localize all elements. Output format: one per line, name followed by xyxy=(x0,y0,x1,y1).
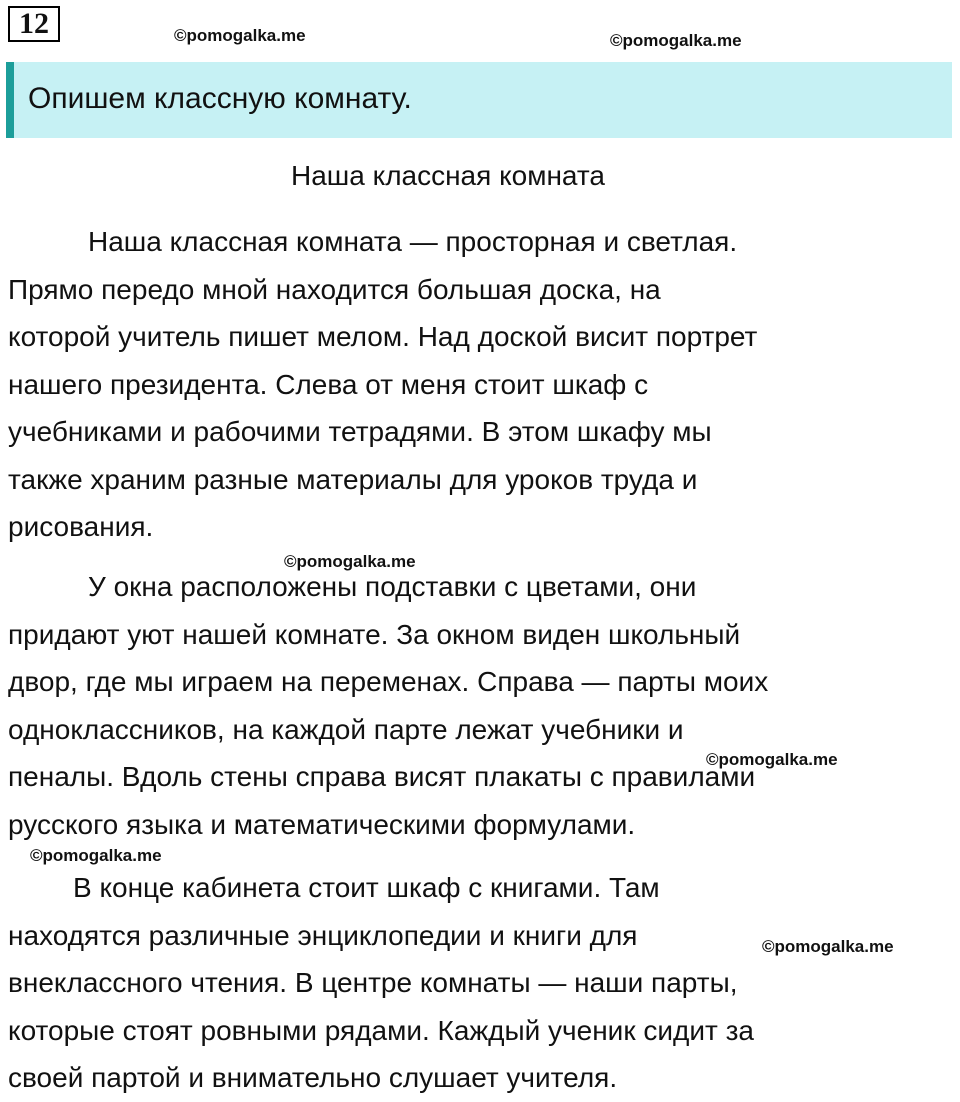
task-number-box xyxy=(8,6,60,42)
watermark-6: ©pomogalka.me xyxy=(762,937,894,956)
essay-paragraph-3: В конце кабинета стоит шкаф с книгами. Там находятся различные энциклопедии и книги для внеклассного чтения. В центре комнаты — наши парты, которые стоят ровными рядами. Каждый ученик сидит за своей партой и внимательно слушает учителя. xyxy=(8,872,754,1093)
essay-paragraph-2: У окна расположены подставки с цветами, они придают уют нашей комнате. За окном виден школьный двор, где мы играем на переменах. Справа — парты моих одноклассников, на каждой парте лежат учебники и пеналы. Вдоль стены справа висят плакаты с правилами русского языка и математическими формулами. xyxy=(8,571,769,840)
essay-title: Наша классная комната xyxy=(291,160,605,191)
essay-paragraph-1: Наша классная комната — просторная и светлая. Прямо передо мной находится большая доска, на которой учитель пишет мелом. Над доской висит портрет нашего президента. Слева от меня стоит шкаф с учебниками и рабочими тетрадями. В этом шкафу мы также храним разные материалы для уроков труда и рисования. xyxy=(8,226,758,542)
watermark-5: ©pomogalka.me xyxy=(30,846,162,865)
watermark-4: ©pomogalka.me xyxy=(706,750,838,769)
watermark-1: ©pomogalka.me xyxy=(174,26,306,45)
task-prompt-text: Опишем классную комнату. xyxy=(28,82,412,115)
task-number: 12 xyxy=(19,7,49,40)
watermark-3: ©pomogalka.me xyxy=(284,552,416,571)
watermark-2: ©pomogalka.me xyxy=(610,31,742,50)
task-prompt-banner xyxy=(6,62,952,138)
